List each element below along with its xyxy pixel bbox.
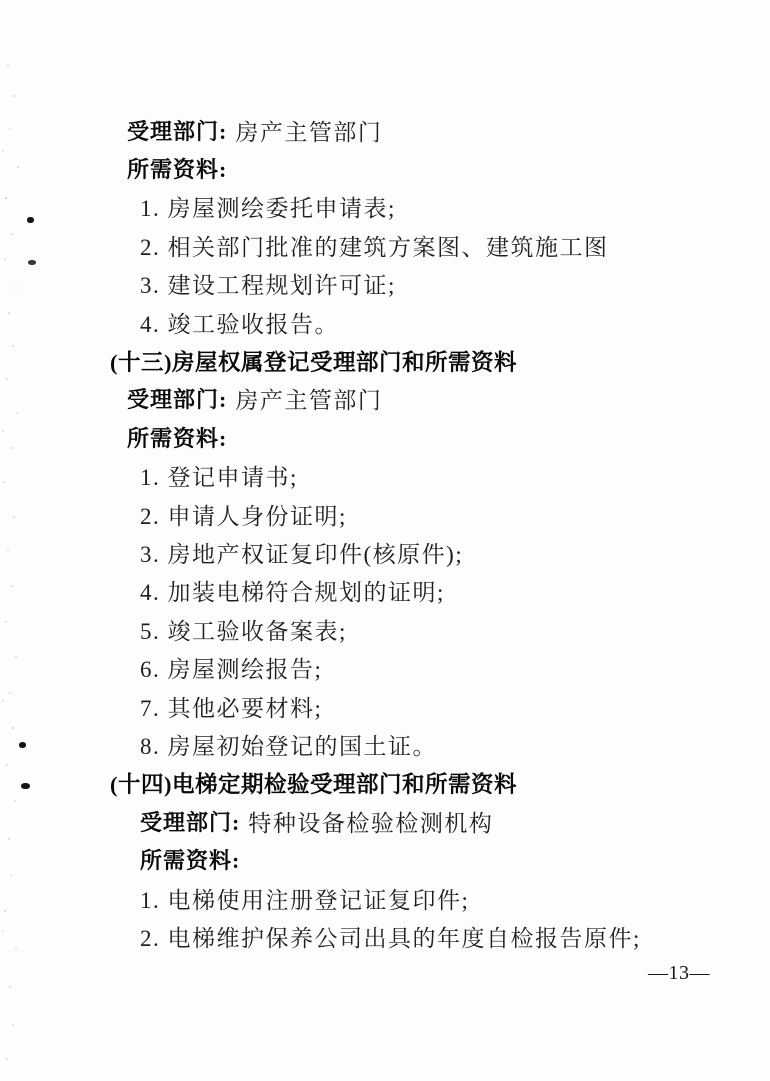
- department-label: 受理部门:: [140, 809, 241, 835]
- list-item-text: 6. 房屋测绘报告;: [140, 657, 323, 683]
- list-item-text: 1. 登记申请书;: [140, 465, 298, 491]
- department-line: [0, 111, 770, 149]
- list-item-text: 2. 相关部门批准的建筑方案图、建筑施工图: [140, 234, 609, 260]
- document-body: [0, 111, 770, 956]
- list-item-text: 8. 房屋初始登记的国土证。: [140, 733, 437, 759]
- list-item-text: 1. 房屋测绘委托申请表;: [140, 196, 396, 222]
- list-item-text: 4. 加装电梯符合规划的证明;: [140, 580, 445, 606]
- section-heading: [0, 764, 770, 802]
- section-heading: [0, 341, 770, 379]
- department-line: [0, 380, 770, 418]
- list-item-text: 7. 其他必要材料;: [140, 695, 323, 721]
- list-item-text: 3. 建设工程规划许可证;: [140, 273, 396, 299]
- list-item-text: 5. 竣工验收备案表;: [140, 618, 347, 644]
- materials-label-line: [0, 840, 770, 878]
- department-value: 特种设备检验检测机构: [248, 810, 494, 836]
- department-label: 受理部门:: [127, 387, 228, 413]
- list-item: [0, 188, 770, 226]
- list-item: [0, 725, 770, 763]
- list-item: [0, 533, 770, 571]
- list-item-text: 4. 竣工验收报告。: [140, 311, 339, 337]
- list-item: [0, 265, 770, 303]
- list-item: [0, 226, 770, 264]
- list-item: [0, 457, 770, 495]
- list-item-text: 2. 电梯维护保养公司出具的年度自检报告原件;: [140, 925, 641, 951]
- list-item: [0, 495, 770, 533]
- list-item: [0, 303, 770, 341]
- section-heading-text: (十四)电梯定期检验受理部门和所需资料: [110, 771, 517, 797]
- department-value: 房产主管部门: [235, 388, 383, 414]
- department-line: [0, 802, 770, 840]
- section-heading-text: (十三)房屋权属登记受理部门和所需资料: [110, 349, 517, 375]
- list-item: [0, 610, 770, 648]
- list-item-text: 2. 申请人身份证明;: [140, 503, 347, 529]
- department-value: 房产主管部门: [235, 119, 383, 145]
- list-item-text: 1. 电梯使用注册登记证复印件;: [140, 887, 470, 913]
- scan-noise-left-margin: [0, 0, 2, 2]
- materials-label: 所需资料:: [140, 848, 241, 874]
- list-item-text: 3. 房地产权证复印件(核原件);: [140, 541, 464, 567]
- page-number: —13—: [648, 962, 710, 984]
- department-label: 受理部门:: [127, 118, 228, 144]
- list-item: [0, 572, 770, 610]
- list-item: [0, 648, 770, 686]
- list-item: [0, 879, 770, 917]
- list-item: [0, 687, 770, 725]
- materials-label: 所需资料:: [127, 425, 228, 451]
- materials-label: 所需资料:: [127, 157, 228, 183]
- list-item: [0, 917, 770, 955]
- materials-label-line: [0, 418, 770, 456]
- materials-label-line: [0, 149, 770, 187]
